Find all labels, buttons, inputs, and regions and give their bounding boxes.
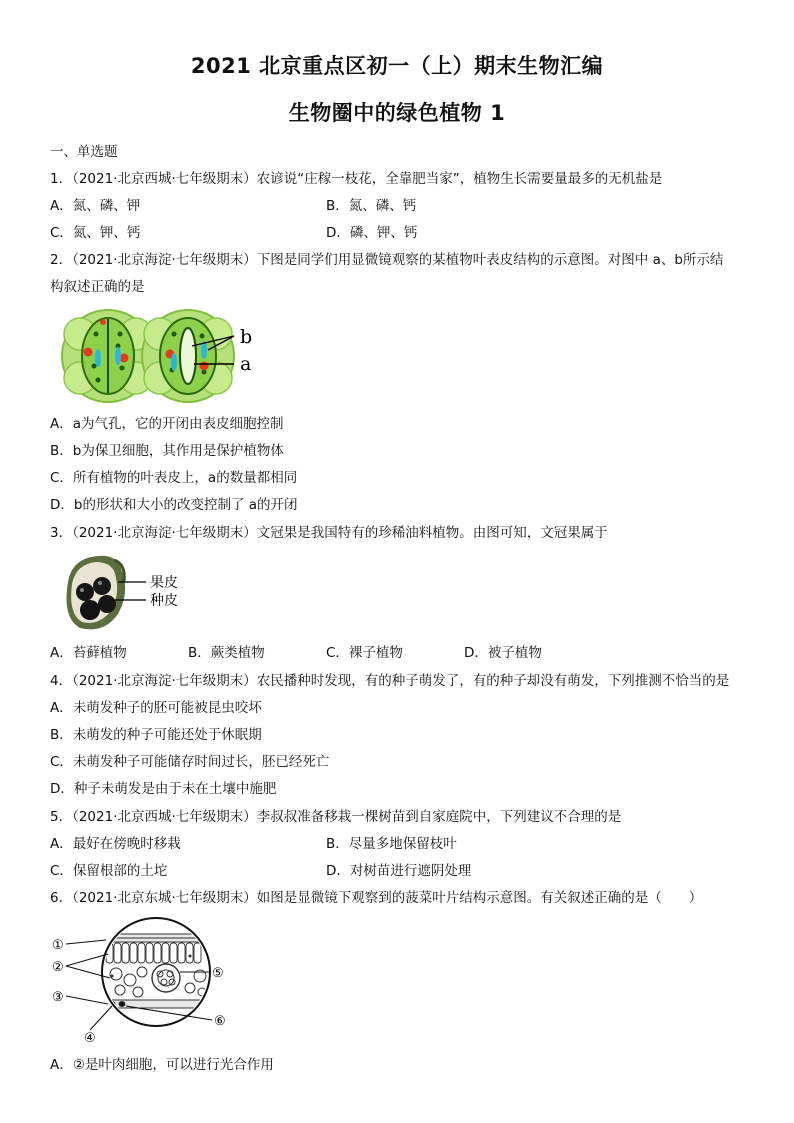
question-3-stem: 3．（2021·北京海淀·七年级期末）文冠果是我国特有的珍稀油料植物。由图可知，文冠果属于 [50,525,608,541]
question-1-stem: 1．（2021·北京西城·七年级期末）农谚说“庄稼一枝花，全靠肥当家”，植物生长需要量最多的无机盐是 [50,171,663,187]
question-4-stem: 4．（2021·北京海淀·七年级期末）农民播种时发现，有的种子萌发了，有的种子却没有萌发，下列推测不恰当的是 [50,673,730,689]
q3-option-a: A．苔藓植物 [50,645,127,661]
leaf-epidermis-figure [58,306,278,406]
figure-label-6: ⑥ [214,1014,226,1029]
q5-option-a: A．最好在傍晚时移栽 [50,836,181,852]
q4-option-c: C．未萌发种子可能储存时间过长，胚已经死亡 [50,754,330,770]
q1-option-d: D．磷、钾、钙 [326,225,418,241]
section-heading: 一、单选题 [50,144,118,160]
figure-label-a: a [240,353,252,375]
q5-option-d: D．对树苗进行遮阴处理 [326,863,472,879]
xanthoceras-fruit-figure [60,552,200,634]
figure-label-5: ⑤ [212,966,224,981]
figure-label-b: b [240,326,253,348]
q4-option-b: B．未萌发的种子可能还处于休眠期 [50,727,262,743]
q3-option-c: C．裸子植物 [326,645,403,661]
epidermis-cells-left [62,310,154,402]
figure-label-3: ③ [52,990,64,1005]
question-6-stem: 6．（2021·北京东城·七年级期末）如图是显微镜下观察到的菠菜叶片结构示意图。有关叙述正确的是（ ） [50,890,703,906]
figure-label-2: ② [52,960,64,975]
q2-option-d: D．b的形状和大小的改变控制了 a的开闭 [50,497,298,513]
page-subtitle: 生物圈中的绿色植物 1 [288,101,506,125]
question-2-stem-line2: 构叙述正确的是 [50,279,145,295]
page-title: 2021 北京重点区初一（上）期末生物汇编 [190,54,604,78]
figure-label-pericarp: 果皮 [150,575,178,591]
q6-option-a: A．②是叶肉细胞，可以进行光合作用 [50,1057,274,1073]
q1-option-c: C．氮、钾、钙 [50,225,141,241]
q2-option-a: A．a为气孔，它的开闭由表皮细胞控制 [50,416,284,432]
q2-option-b: B．b为保卫细胞，其作用是保护植物体 [50,443,284,459]
question-5-stem: 5．（2021·北京西城·七年级期末）李叔叔准备移栽一棵树苗到自家庭院中，下列建议不合理的是 [50,809,622,825]
figure-label-1: ① [52,938,64,953]
q4-option-a: A．未萌发种子的胚可能被昆虫咬坏 [50,700,262,716]
q2-option-c: C．所有植物的叶表皮上，a的数量都相同 [50,470,298,486]
epidermis-cells-right [142,310,234,402]
figure-label-seed-coat: 种皮 [150,593,178,609]
q3-option-d: D．被子植物 [464,645,542,661]
q5-option-c: C．保留根部的土坨 [50,863,168,879]
spinach-leaf-cross-section-figure [50,916,240,1046]
q4-option-d: D．种子未萌发是由于未在土壤中施肥 [50,781,277,797]
q1-option-a: A．氮、磷、钾 [50,198,141,214]
question-2-stem-line1: 2．（2021·北京海淀·七年级期末）下图是同学们用显微镜观察的某植物叶表皮结构的示意图。对图中 a、b所示结 [50,252,724,268]
q3-option-b: B．蕨类植物 [188,645,265,661]
q1-option-b: B．氮、磷、钙 [326,198,417,214]
q5-option-b: B．尽量多地保留枝叶 [326,836,457,852]
figure-label-4: ④ [84,1031,96,1046]
